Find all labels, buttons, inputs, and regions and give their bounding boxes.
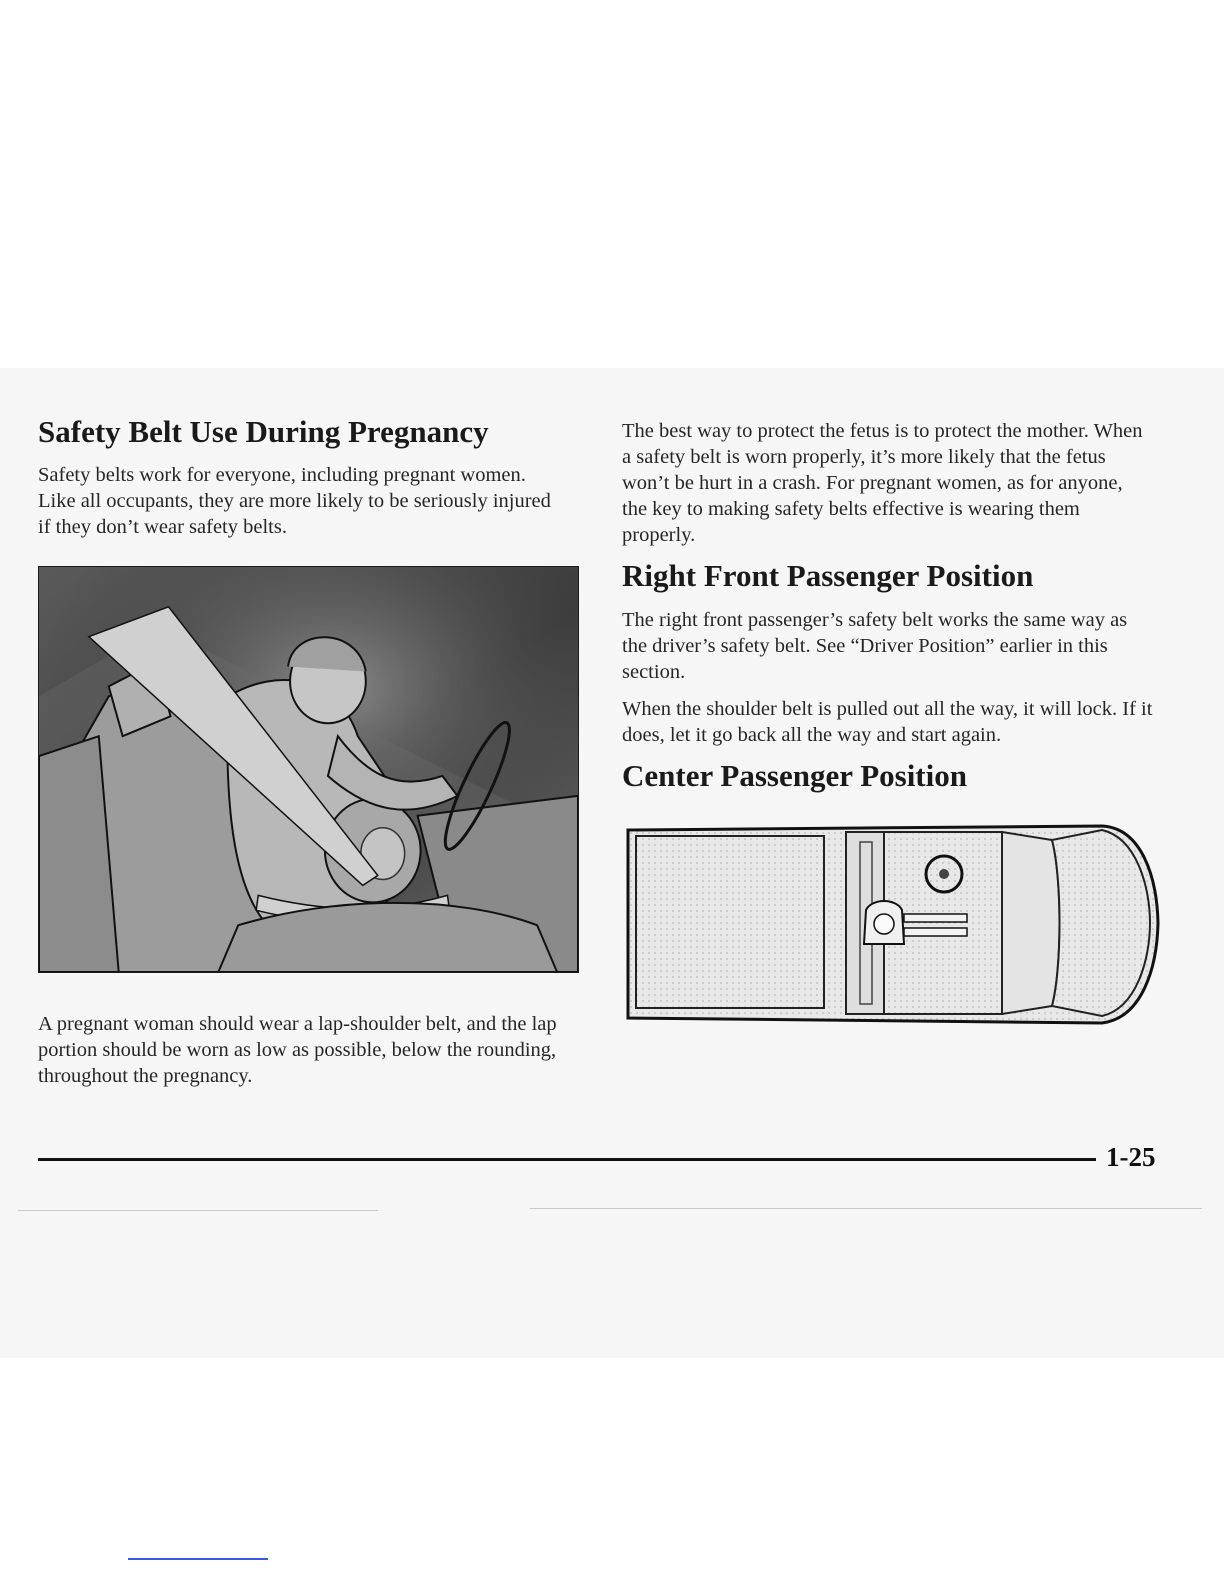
footer-rule: [38, 1158, 1096, 1161]
scan-line-right: [530, 1208, 1202, 1209]
paragraph-right-front-belt: The right front passenger’s safety belt works the same way as the driver’s safety belt. See “Driver Position” earlier in this section.: [622, 609, 1128, 683]
heading-center-passenger: Center Passenger Position: [622, 758, 967, 793]
paragraph-pregnancy-intro: Safety belts work for everyone, including pregnant women. Like all occupants, they are more likely to be seriously injured if they don’t wear safety belts.: [38, 464, 551, 538]
illustration-center-passenger-topview: [622, 818, 1162, 1028]
paragraph-protect-fetus: The best way to protect the fetus is to protect the mother. When a safety belt is worn properly, it’s more likely that the fetus won’t be hurt in a crash. For pregnant women, as for anyone, the key to making safety belts effective is wearing them properly.: [622, 420, 1143, 546]
bottom-underline: [128, 1558, 268, 1560]
scan-line-left: [18, 1210, 378, 1211]
page-number: 1-25: [1106, 1142, 1156, 1172]
heading-right-front-passenger: Right Front Passenger Position: [622, 558, 1034, 593]
paragraph-shoulder-belt-lock: When the shoulder belt is pulled out all the way, it will lock. If it does, let it go back all the way and start again.: [622, 698, 1153, 746]
paragraph-pregnancy-caption: A pregnant woman should wear a lap-shoulder belt, and the lap portion should be worn as low as possible, below the rounding, throughout the pregnancy.: [38, 1013, 557, 1087]
illustration-pregnant-occupant: [38, 566, 579, 973]
heading-pregnancy: Safety Belt Use During Pregnancy: [38, 414, 489, 449]
